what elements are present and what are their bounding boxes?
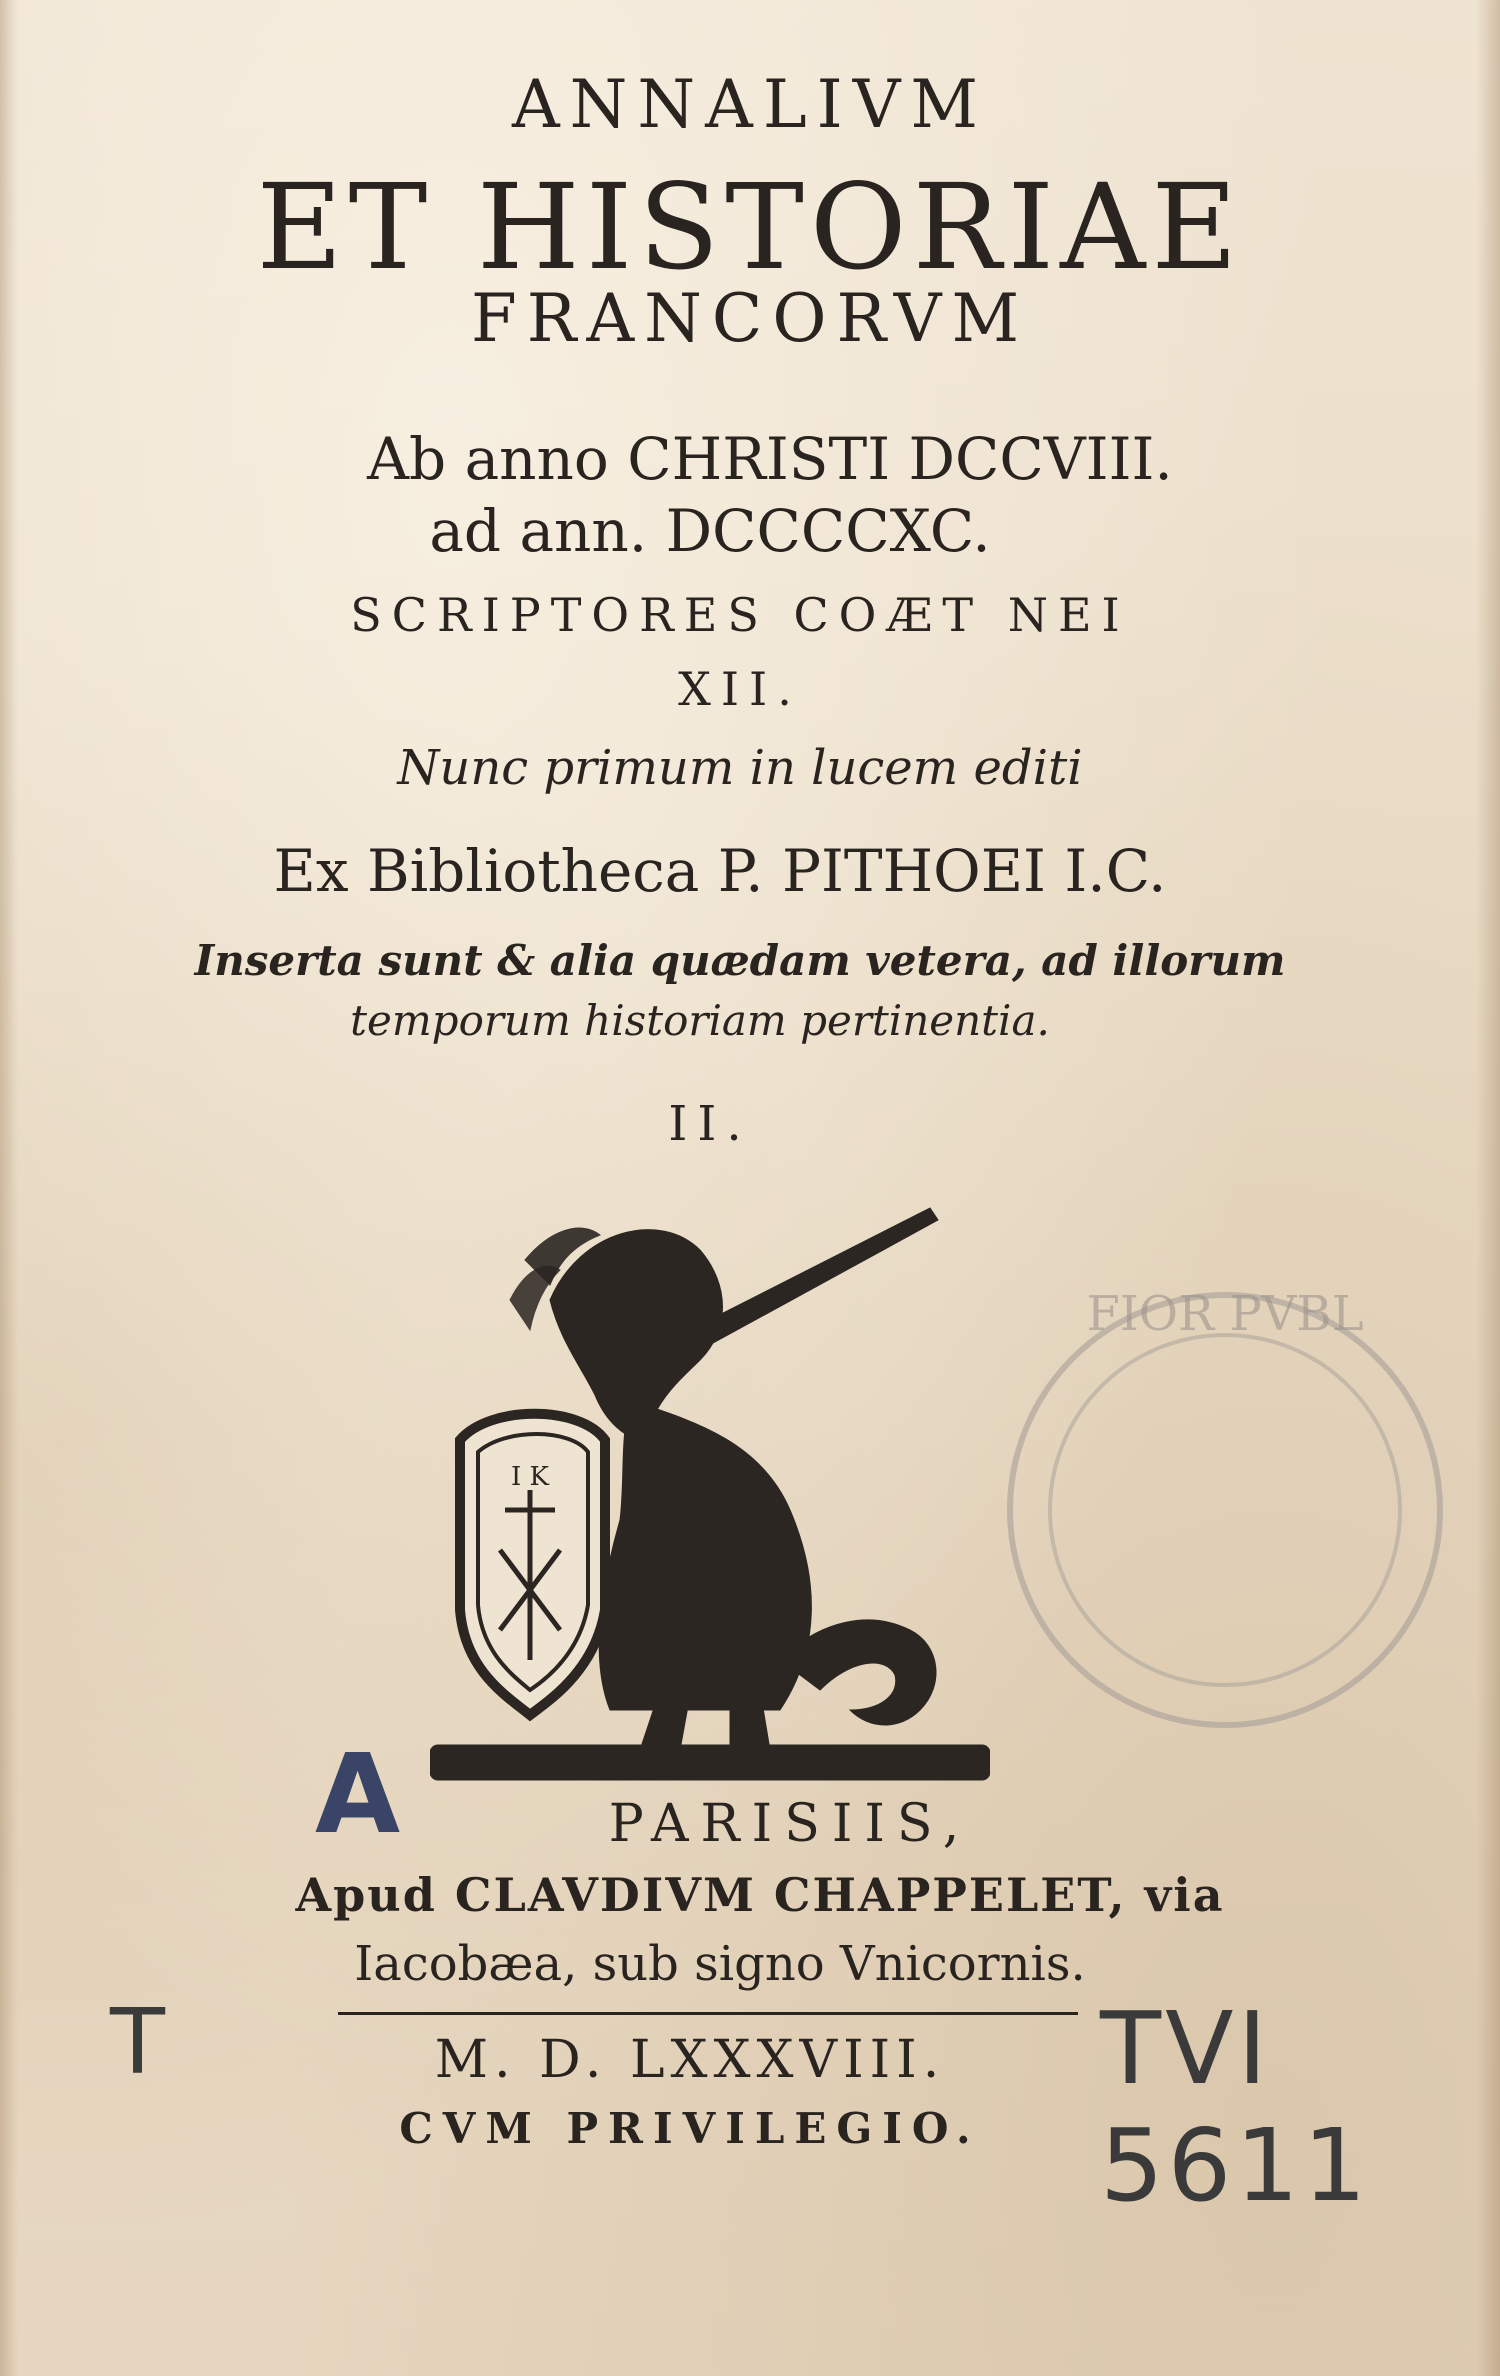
manuscript-mark-left: T [110, 1990, 165, 2095]
date-range-start: Ab anno CHRISTI DCCVIII. [367, 425, 1173, 493]
page-edge-left [0, 0, 18, 2376]
manuscript-shelfmark: TVI 5611 [1100, 1990, 1371, 2224]
inserta-line-1: Inserta sunt & alia quædam vetera, ad illorum [194, 936, 1286, 985]
shield-initials: I K [511, 1462, 549, 1492]
title-line-francorum: FRANCORVM [470, 280, 1030, 357]
imprint-address: Iacobæa, sub signo Vnicornis. [354, 1936, 1086, 1992]
title-line-et-historiae: ET HISTORIAE [256, 158, 1244, 296]
scriptores-count: XII. [678, 662, 802, 716]
imprint-divider [338, 2012, 1078, 2015]
stamp-text: FIOR PVBL [1086, 1286, 1364, 1342]
edition-note: Nunc primum in lucem editi [397, 740, 1083, 796]
library-source: Ex Bibliotheca P. PITHOEI I.C. [273, 837, 1167, 905]
title-line-annalium: ANNALIVM [512, 66, 988, 143]
imprint-city: PARISIIS, [608, 1794, 972, 1854]
library-stamp [990, 1260, 1460, 1780]
imprint-year: M. D. LXXXVIII. [434, 2030, 946, 2090]
unicorn-woodcut-illustration [430, 1190, 990, 1790]
volume-number: II. [668, 1096, 752, 1152]
inserta-line-2: temporum historiam pertinentia. [350, 996, 1050, 1045]
manuscript-initial: A [315, 1730, 401, 1858]
scriptores-line: SCRIPTORES COÆT NEI [350, 588, 1130, 642]
imprint-printer: Apud CLAVDIVM CHAPPELET, via [295, 1868, 1225, 1922]
imprint-privilege: CVM PRIVILEGIO. [399, 2104, 981, 2153]
date-range-end: ad ann. DCCCCXC. [429, 497, 991, 565]
